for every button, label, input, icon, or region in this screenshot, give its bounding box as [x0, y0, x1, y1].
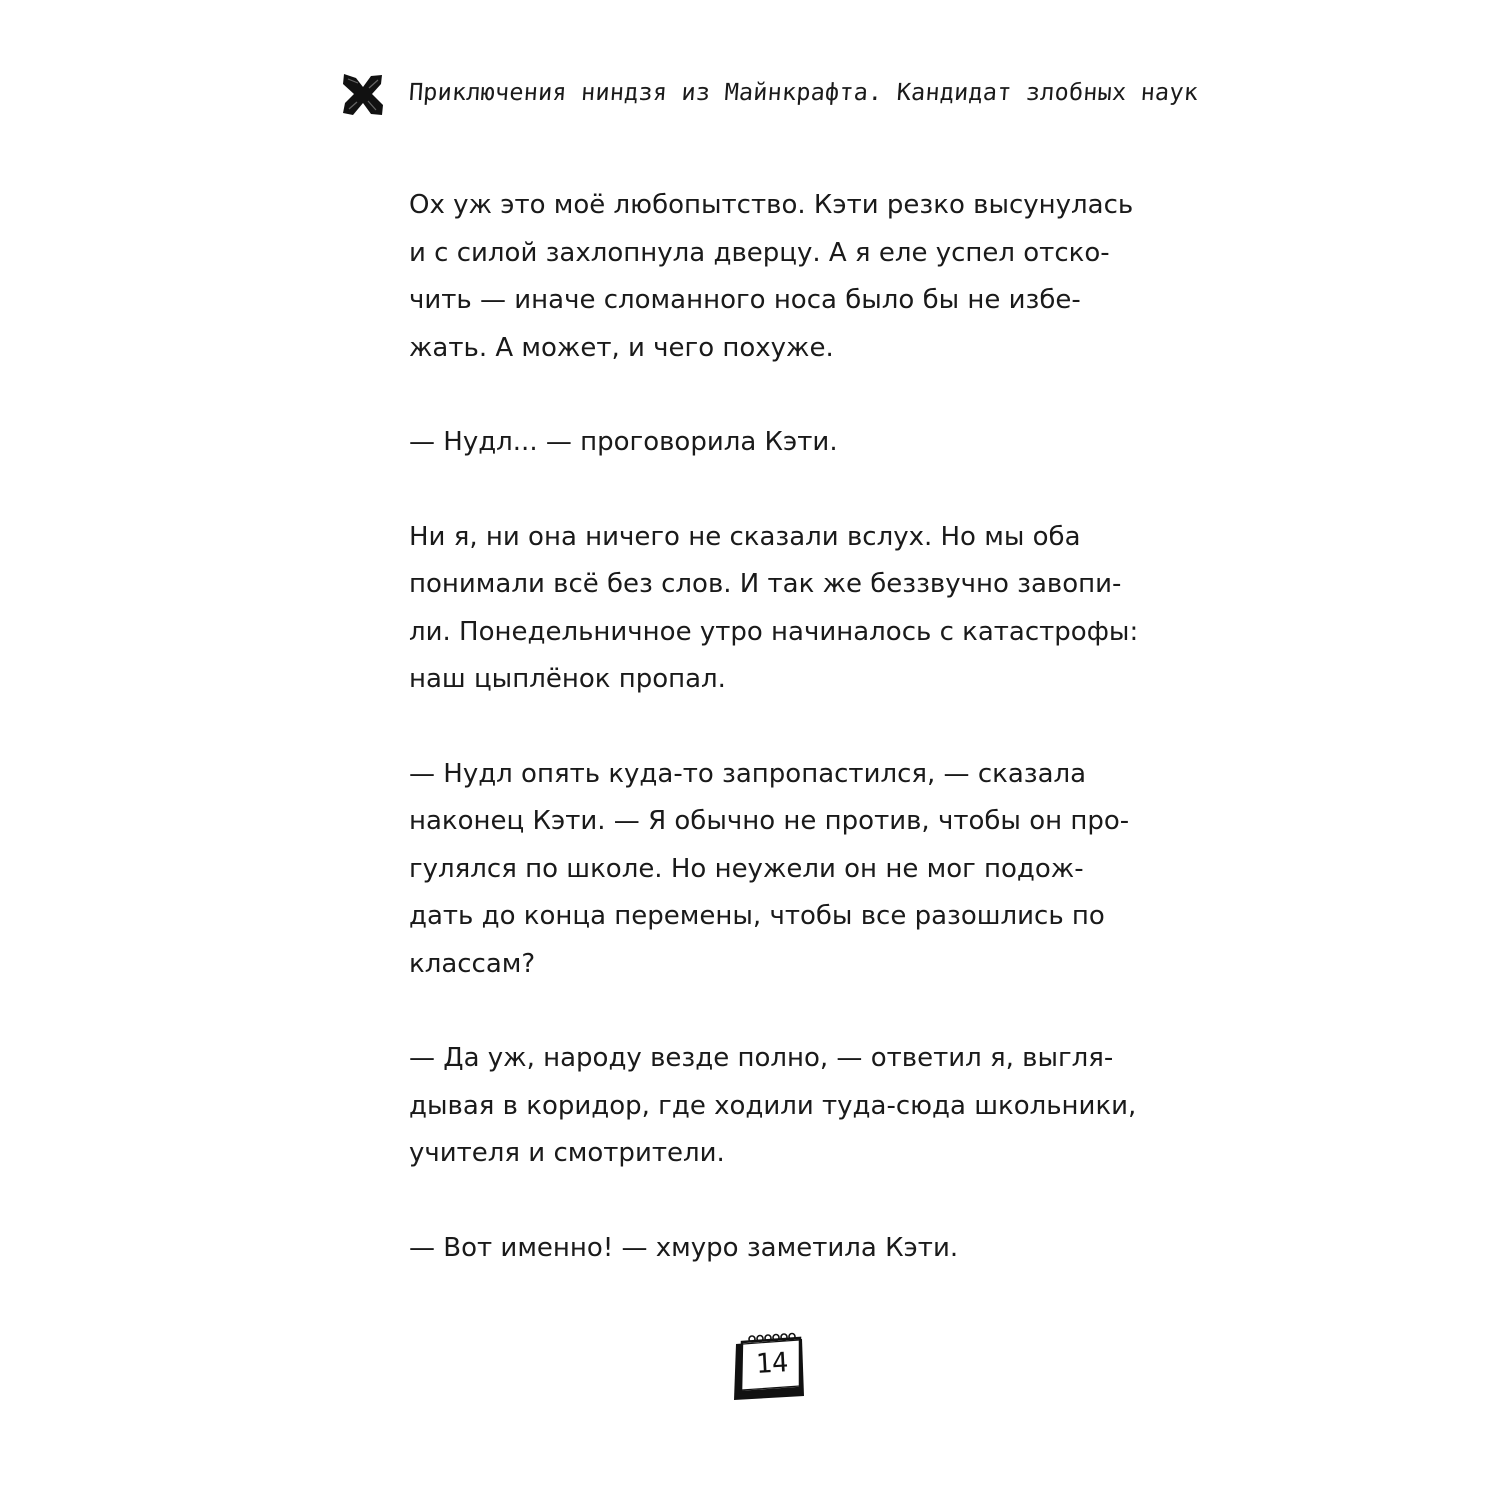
- body-text: [409, 182, 1139, 1272]
- paragraph-gap: [409, 704, 1129, 751]
- text-line: классам?: [409, 948, 536, 979]
- text-line: учителя и смотрители.: [409, 1138, 725, 1168]
- cross-icon: [338, 70, 388, 120]
- text-line: наш цыплёнок пропал.: [409, 664, 726, 694]
- paragraph: [409, 1225, 1129, 1273]
- running-header: [338, 68, 1200, 124]
- text-line: — Да уж, народу везде полно, — ответил я, выгля-: [409, 1043, 1114, 1073]
- paragraph-gap: [409, 372, 1129, 419]
- text-line: — Нудл... — проговорила Кэти.: [409, 427, 838, 457]
- text-line: гулялся по школе. Но неужели он не мог подож-: [409, 853, 1084, 884]
- page-number-badge: [730, 1330, 810, 1404]
- text-line: и с силой захлопнула дверцу. А я еле успел отско-: [409, 237, 1110, 268]
- paragraph-gap: [409, 988, 1129, 1035]
- text-line: ли. Понедельничное утро начиналось с катастрофы:: [409, 616, 1139, 647]
- paragraph: [409, 751, 1129, 989]
- paragraph: [409, 182, 1134, 372]
- paragraph-gap: [409, 467, 1129, 514]
- paragraph: [409, 1035, 1137, 1178]
- book-title: Приключения ниндзя из Майнкрафта. Кандидат злобных наук: [408, 78, 1200, 106]
- text-line: Ох уж это моё любопытство. Кэти резко высунулась: [409, 190, 1134, 220]
- paragraph-gap: [409, 1178, 1129, 1225]
- page-number: 14: [754, 1347, 790, 1380]
- paragraph: [409, 514, 1139, 704]
- text-line: — Вот именно! — хмуро заметила Кэти.: [409, 1232, 959, 1263]
- text-line: наконец Кэти. — Я обычно не против, чтобы он про-: [409, 806, 1130, 836]
- text-line: понимали всё без слов. И так же беззвучно завопи-: [409, 569, 1122, 599]
- text-line: дывая в коридор, где ходили туда-сюда школьники,: [409, 1090, 1137, 1121]
- paragraph: [409, 419, 1129, 467]
- text-line: чить — иначе сломанного носа было бы не избе-: [409, 285, 1081, 315]
- text-line: Ни я, ни она ничего не сказали вслух. Но мы оба: [409, 521, 1081, 552]
- text-line: — Нудл опять куда-то запропастился, — сказала: [409, 758, 1087, 789]
- text-line: жать. А может, и чего похуже.: [409, 332, 834, 363]
- text-line: дать до конца перемены, чтобы все разошлись по: [409, 901, 1105, 931]
